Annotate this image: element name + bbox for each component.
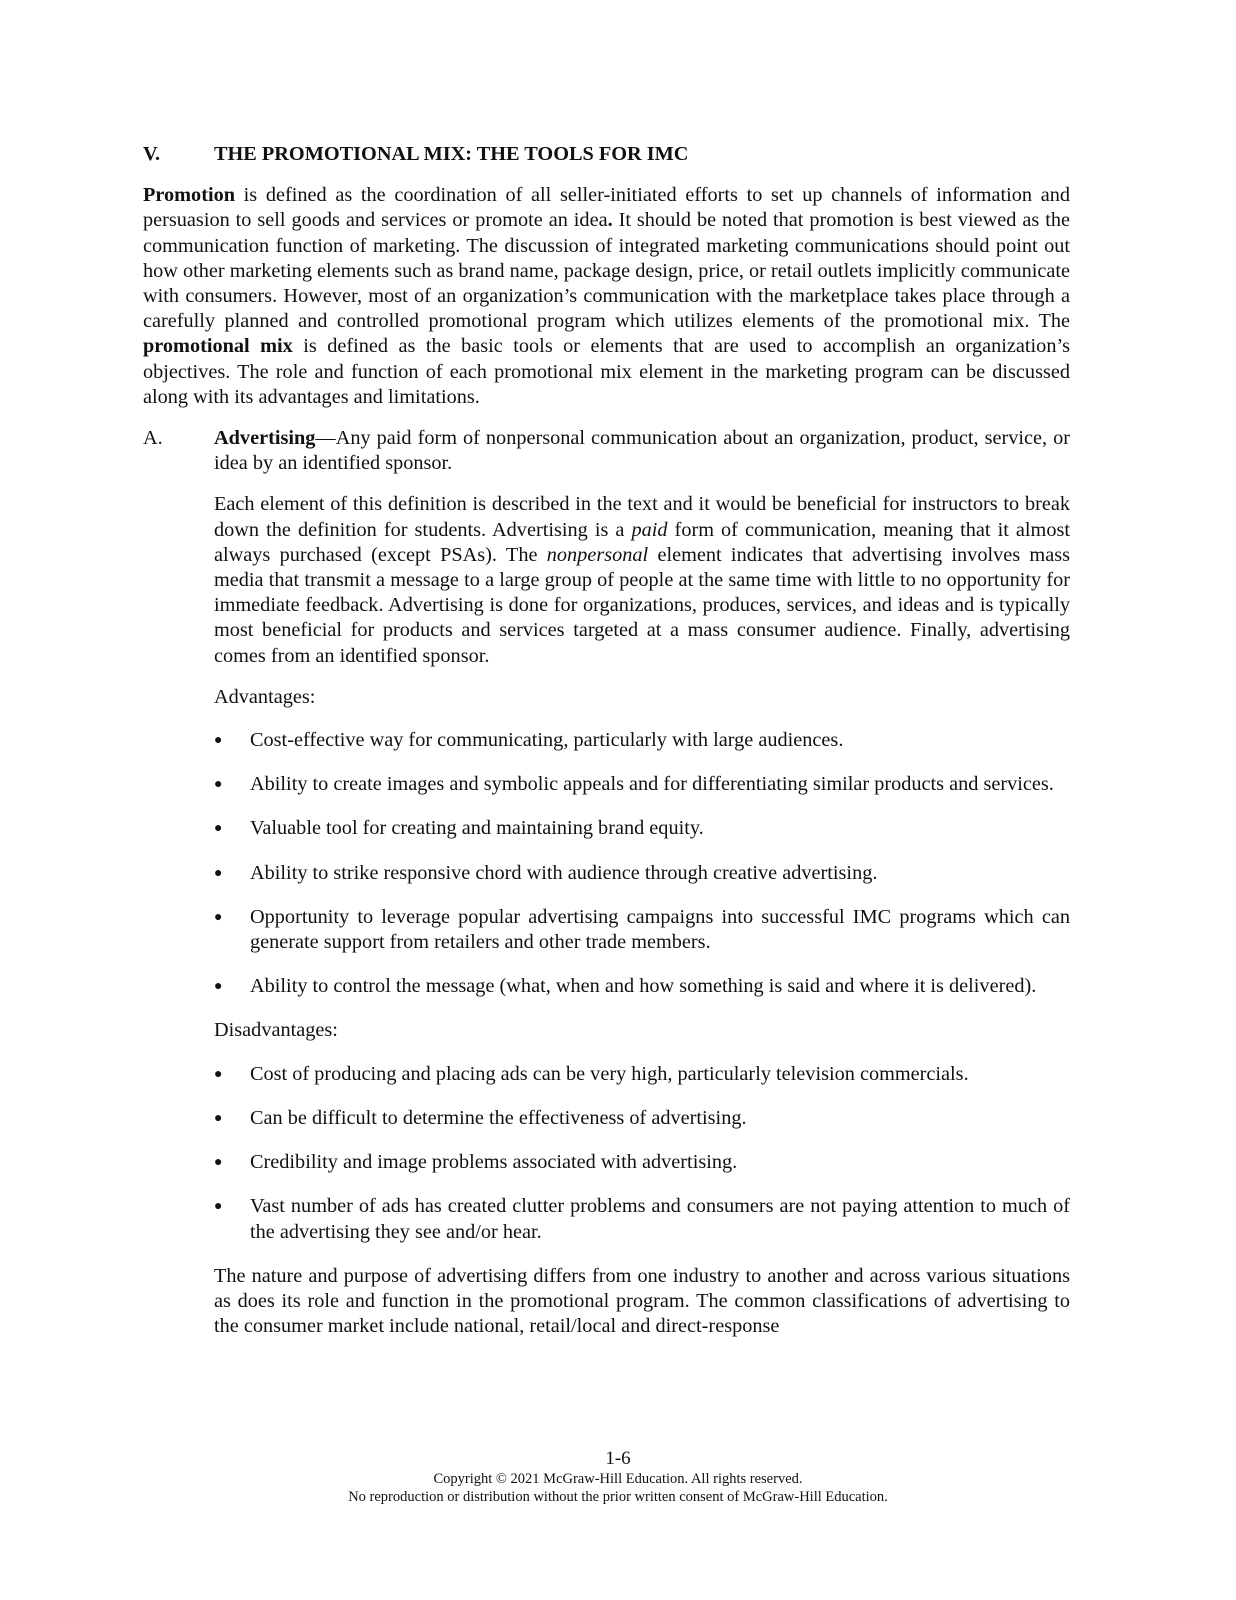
list-item: ● Can be difficult to determine the effectiveness of advertising. bbox=[214, 1106, 1070, 1131]
term-promotional-mix: promotional mix bbox=[143, 335, 293, 358]
list-item: ● Cost-effective way for communicating, particularly with large audiences. bbox=[214, 728, 1070, 753]
term-promotion: Promotion bbox=[143, 184, 236, 207]
advertising-definition: Advertising—Any paid form of nonpersonal communication about an organization, product, service, or idea by an identified sponsor. bbox=[214, 427, 1070, 475]
bullet-icon: ● bbox=[214, 1199, 223, 1215]
list-item: ● Ability to strike responsive chord with audience through creative advertising. bbox=[214, 861, 1070, 886]
disadvantages-label: Disadvantages: bbox=[214, 1019, 338, 1042]
copyright-line: Copyright © 2021 McGraw-Hill Education. All rights reserved. bbox=[433, 1471, 803, 1487]
bullet-icon: ● bbox=[214, 1155, 223, 1171]
list-item: ● Vast number of ads has created clutter problems and consumers are not paying attention to much of the advertising they see and/or hear. bbox=[214, 1194, 1070, 1244]
bullet-icon: ● bbox=[214, 1066, 223, 1082]
closing-paragraph: The nature and purpose of advertising differs from one industry to another and across various situations as does its role and function in the promotional program. The common classifications of advertising to the consumer market include national, retail/local and direct-response bbox=[214, 1264, 1070, 1338]
list-item: ● Ability to create images and symbolic appeals and for differentiating similar products and services. bbox=[214, 772, 1070, 797]
intro-paragraph: Promotion is defined as the coordination of all seller-initiated efforts to set up channels of information and persuasion to sell goods and services or promote an idea. It should be noted that promotion is best viewed as the communication function of marketing. The discussion of integrated marketing communications should point out how other marketing elements such as brand name, package design, price, or retail outlets implicitly communicate with consumers. However, most of an organization’s communication with the marketplace takes place through a carefully planned and controlled promotional program which utilizes elements of the promotional mix. The promotional mix is defined as the basic tools or elements that are used to accomplish an organization’s objectives. The role and function of each promotional mix element in the marketing program can be discussed along with its advantages and limitations. bbox=[143, 184, 1071, 408]
bullet-icon: ● bbox=[214, 733, 223, 749]
subsection-letter: A. bbox=[143, 427, 163, 450]
list-item: ● Cost of producing and placing ads can be very high, particularly television commercials. bbox=[214, 1062, 1070, 1087]
bullet-icon: ● bbox=[214, 909, 223, 925]
bullet-icon: ● bbox=[214, 821, 223, 837]
list-item: ● Opportunity to leverage popular advertising campaigns into successful IMC programs which can generate support from retailers and other trade members. bbox=[214, 905, 1070, 955]
advertising-explanation: Each element of this definition is described in the text and it would be beneficial for instructors to break down the definition for students. Advertising is a paid form of communication, meaning that it almost always purchased (except PSAs). The nonpersonal element indicates that advertising involves mass media that transmit a message to a large group of people at the same time with little to no opportunity for immediate feedback. Advertising is done for organizations, produces, services, and ideas and is typically most beneficial for products and services targeted at a mass consumer audience. Finally, advertising comes from an identified sponsor. bbox=[214, 493, 1070, 667]
page-number: 1-6 bbox=[605, 1448, 631, 1469]
disadvantages-list bbox=[214, 1062, 1070, 1245]
bullet-icon: ● bbox=[214, 1110, 223, 1126]
section-heading bbox=[143, 142, 1070, 167]
list-item: ● Valuable tool for creating and maintaining brand equity. bbox=[214, 816, 1070, 841]
bullet-icon: ● bbox=[214, 979, 223, 995]
page-content bbox=[143, 142, 1070, 1339]
section-title: THE PROMOTIONAL MIX: THE TOOLS FOR IMC bbox=[214, 143, 689, 165]
subsection-advertising bbox=[143, 426, 1070, 476]
list-item: ● Ability to control the message (what, when and how something is said and where it is delivered). bbox=[214, 974, 1070, 999]
bullet-icon: ● bbox=[214, 865, 223, 881]
bullet-icon: ● bbox=[214, 777, 223, 793]
advantages-label: Advantages: bbox=[214, 685, 316, 708]
reproduction-notice: No reproduction or distribution without the prior written consent of McGraw-Hill Education. bbox=[348, 1489, 888, 1505]
advantages-list bbox=[214, 728, 1070, 999]
list-item: ● Credibility and image problems associated with advertising. bbox=[214, 1150, 1070, 1175]
term-advertising: Advertising bbox=[214, 427, 316, 450]
section-number: V. bbox=[143, 143, 161, 165]
